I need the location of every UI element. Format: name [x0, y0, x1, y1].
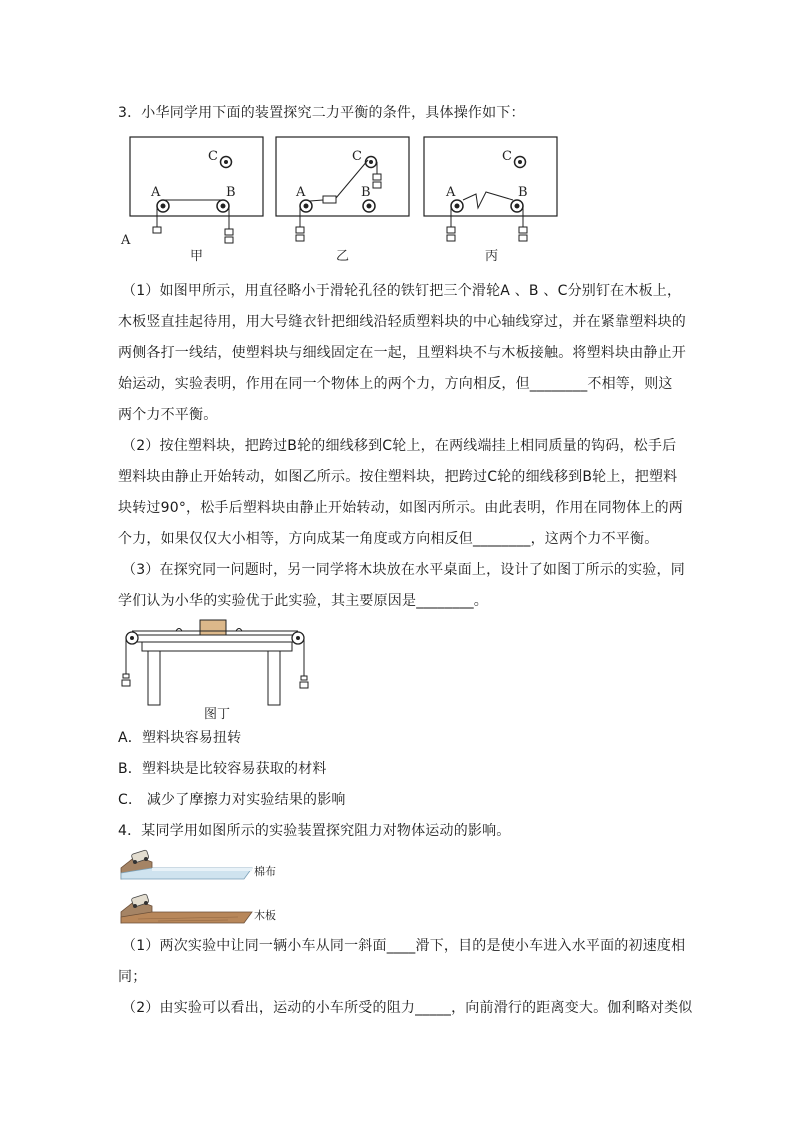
q3-p1-line1: （1）如图甲所示，用直径略小于滑轮孔径的铁钉把三个滑轮A 、B 、C分别钉在木板上， — [122, 283, 682, 299]
label-b-yi: B — [361, 185, 371, 200]
label-a-bing: A — [446, 185, 456, 200]
q3-p2-line4: 个力，如果仅仅大小相等，方向成某一角度或方向相反但________，这两个力不平衡。 — [118, 531, 659, 547]
label-c-jia: C — [208, 149, 218, 164]
label-cloth: 棉布 — [254, 865, 276, 878]
q3-figures-jia-yi-bing — [118, 134, 568, 266]
q4-p1-line1: （1）两次实验中让同一辆小车从同一斜面____滑下，目的是使小车进入水平面的初速度相 — [122, 938, 686, 954]
option-c: C． 减少了摩擦力对实验结果的影响 — [118, 792, 346, 808]
q3-title: 3．小华同学用下面的装置探究二力平衡的条件，具体操作如下： — [118, 105, 525, 121]
label-b-bing: B — [518, 185, 528, 200]
q4-title: 4．某同学用如图所示的实验装置探究阻力对物体运动的影响。 — [118, 823, 511, 839]
figure-wood-surface — [118, 893, 298, 929]
figure-jia — [120, 137, 263, 264]
q3-p2-line1: （2）按住塑料块，把跨过B轮的细线移到C轮上，在两线端挂上相同质量的钩码，松手后 — [122, 438, 677, 454]
figure-ding — [118, 618, 308, 720]
caption-ding: 图丁 — [204, 707, 231, 722]
option-b: B．塑料块是比较容易获取的材料 — [118, 761, 327, 777]
label-wood: 木板 — [254, 909, 276, 922]
label-c-bing: C — [502, 149, 512, 164]
option-a: A．塑料块容易扭转 — [118, 730, 242, 746]
caption-yi: 乙 — [336, 249, 350, 264]
label-c-yi: C — [352, 149, 362, 164]
q4-p2-line1: （2）由实验可以看出，运动的小车所受的阻力_____，向前滑行的距离变大。伽利略对类似 — [122, 1000, 693, 1016]
label-a-yi: A — [296, 185, 306, 200]
label-a-jia: A — [151, 185, 161, 200]
label-b-jia: B — [226, 185, 236, 200]
figure-bing — [424, 137, 557, 264]
q3-p2-line2: 塑料块由静止开始转动，如图乙所示。按住塑料块，把跨过C轮的细线移到B轮上，把塑料 — [118, 469, 678, 485]
q4-p1-line2: 同； — [118, 969, 147, 985]
figure-cloth-surface — [118, 846, 298, 882]
q3-p1-line3: 两侧各打一线结，使塑料块与细线固定在一起，且塑料块不与木板接触。将塑料块由静止开 — [118, 345, 686, 361]
q3-p3-line1: （3）在探究同一问题时，另一同学将木块放在水平桌面上，设计了如图丁所示的实验，同 — [122, 562, 685, 578]
caption-jia: 甲 — [190, 249, 204, 264]
q3-p1-line4: 始运动，实验表明，作用在同一个物体上的两个力，方向相反，但________不相等，则这 — [118, 376, 673, 392]
q3-p3-line2: 学们认为小华的实验优于此实验，其主要原因是________。 — [118, 593, 488, 609]
figure-yi — [276, 137, 409, 264]
q3-p1-line5: 两个力不平衡。 — [118, 407, 218, 423]
q3-p2-line3: 块转过90°，松手后塑料块由静止开始转动，如图丙所示。由此表明，作用在同物体上的两 — [118, 500, 684, 516]
caption-bing: 丙 — [485, 249, 499, 264]
q3-p1-line2: 木板竖直挂起待用，用大号缝衣针把细线沿轻质塑料块的中心轴线穿过，并在紧靠塑料块的 — [118, 314, 686, 330]
figure-side-label: A — [121, 233, 131, 248]
